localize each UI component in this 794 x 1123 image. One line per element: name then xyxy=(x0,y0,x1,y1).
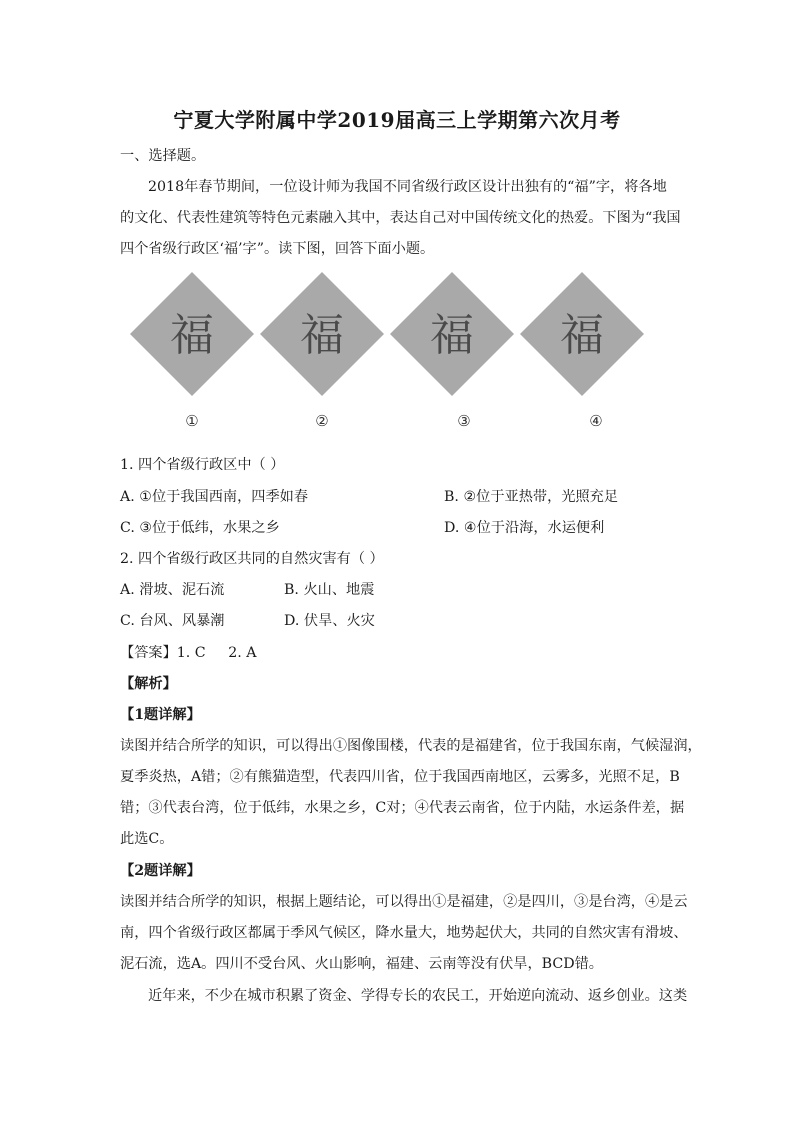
question-2-option-c: C. 台风、风暴潮 xyxy=(120,613,225,629)
page-title: 宁夏大学附属中学2019届高三上学期第六次月考 xyxy=(173,108,621,132)
q2-detail-heading: 【2题详解】 xyxy=(120,863,201,879)
question-2-option-a: A. 滑坡、泥石流 xyxy=(120,582,225,598)
question-2-option-d: D. 伏旱、火灾 xyxy=(284,613,375,629)
figure-label-2: ② xyxy=(315,412,329,430)
fu-emblem-1 xyxy=(128,270,256,398)
figure-label-3: ③ xyxy=(457,412,471,430)
fu-glyph-4: 福 xyxy=(560,310,604,361)
q1-detail-line-3: 错；③代表台湾，位于低纬，水果之乡，C对；④代表云南省，位于内陆，水运条件差，据 xyxy=(120,800,685,816)
analysis-heading: 【解析】 xyxy=(120,676,177,692)
q2-detail-line-1: 读图并结合所学的知识，根据上题结论，可以得出①是福建，②是四川，③是台湾，④是云 xyxy=(120,894,688,910)
intro-line-3: 四个省级行政区‘福’字”。读下图，回答下面小题。 xyxy=(120,241,435,257)
q1-detail-line-2: 夏季炎热，A错；②有熊猫造型，代表四川省，位于我国西南地区，云雾多，光照不足，B xyxy=(120,769,680,785)
figure-label-1: ① xyxy=(185,412,199,430)
figure-label-4: ④ xyxy=(589,412,603,430)
fu-character-figure xyxy=(122,270,662,440)
fu-emblem-3 xyxy=(388,270,516,398)
question-1-stem: 1. 四个省级行政区中（ ） xyxy=(120,457,285,473)
answer-line: 【答案】1. C 2. A xyxy=(120,645,257,661)
question-1-option-c: C. ③位于低纬，水果之乡 xyxy=(120,520,280,536)
question-1-option-a: A. ①位于我国西南，四季如春 xyxy=(120,489,309,505)
fu-emblem-2 xyxy=(258,270,386,398)
intro-line-2: 的文化、代表性建筑等特色元素融入其中，表达自己对中国传统文化的热爱。下图为“我国 xyxy=(120,210,681,226)
q1-detail-heading: 【1题详解】 xyxy=(120,707,201,723)
intro-line-1: 2018年春节期间，一位设计师为我国不同省级行政区设计出独有的“福”字，将各地 xyxy=(148,179,667,195)
q2-detail-line-2: 南，四个省级行政区都属于季风气候区，降水量大，地势起伏大，共同的自然灾害有滑坡、 xyxy=(120,925,688,941)
fu-glyph-2: 福 xyxy=(300,310,344,361)
fu-glyph-1: 福 xyxy=(170,310,214,361)
fu-emblem-4 xyxy=(518,270,646,398)
section-heading: 一、选择题。 xyxy=(120,148,206,164)
closing-paragraph-line: 近年来，不少在城市积累了资金、学得专长的农民工，开始逆向流动、返乡创业。这类 xyxy=(148,988,688,1004)
question-2-option-b: B. 火山、地震 xyxy=(284,582,375,598)
q1-detail-line-4: 此选C。 xyxy=(120,831,174,847)
q1-detail-line-1: 读图并结合所学的知识，可以得出①图像围楼，代表的是福建省，位于我国东南，气候湿润， xyxy=(120,738,702,754)
q2-detail-line-3: 泥石流，选A。四川不受台风、火山影响，福建、云南等没有伏旱，BCD错。 xyxy=(120,956,603,972)
question-1-option-d: D. ④位于沿海，水运便利 xyxy=(444,520,605,536)
fu-glyph-3: 福 xyxy=(430,310,474,361)
question-2-stem: 2. 四个省级行政区共同的自然灾害有（ ） xyxy=(120,551,384,567)
question-1-option-b: B. ②位于亚热带，光照充足 xyxy=(444,489,619,505)
